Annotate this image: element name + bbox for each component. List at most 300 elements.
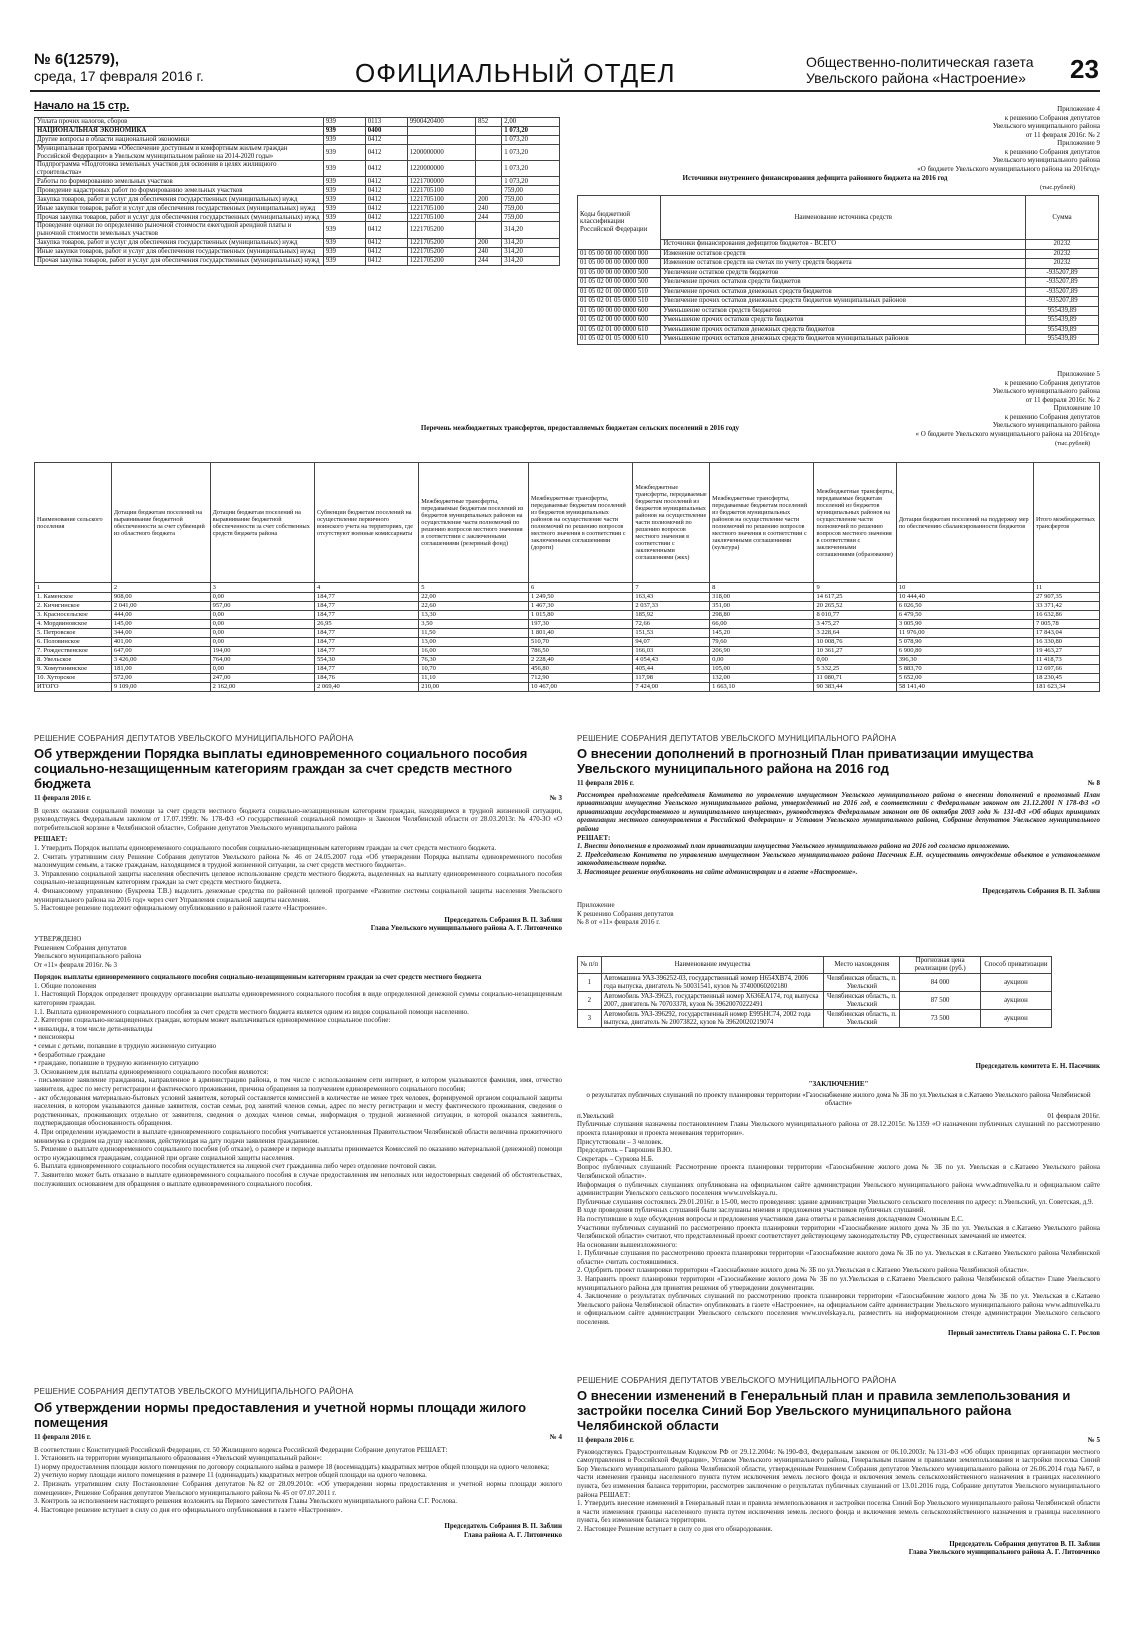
table-row <box>578 297 1099 307</box>
note-line: Приложение 9 <box>1057 139 1100 147</box>
table-cell: 26,95 <box>314 620 418 629</box>
table-row <box>578 278 1099 288</box>
decision-4-number: № 4 <box>549 1433 562 1441</box>
table-header-cell: Итого межбюджетных трансфертов <box>1034 463 1100 583</box>
table-cell: 10 444,40 <box>896 593 1033 602</box>
table-row <box>578 287 1099 297</box>
table-header-cell: Межбюджетные трансферты, передаваемые бюджетам поселений из бюджетов муниципальных районов на осуществление части полномочий по решению вопросов местного значения в соответствии с заключенными соглашениями (образование) <box>814 463 896 583</box>
decision-3-resolves: РЕШАЕТ: <box>34 835 68 844</box>
conclusion-sign: Первый заместитель Главы района С. Г. Рослов <box>947 1328 1100 1337</box>
table-header-cell: Субвенции бюджетам поселений на осуществление первичного воинского учета на территориях, где отсутствуют военные комиссариаты <box>314 463 418 583</box>
table-cell: 244 <box>476 213 502 222</box>
table-row <box>35 204 560 213</box>
table-cell: 8 <box>710 583 814 593</box>
table-cell: 244 <box>476 256 502 265</box>
table-cell: 0412 <box>365 161 407 177</box>
table-cell: 1. Каменское <box>35 593 112 602</box>
table-cell: 405,44 <box>633 665 710 674</box>
note-line: от 11 февраля 2016г. № 2 <box>1025 395 1100 404</box>
paragraph: 5. Решение о выплате единовременного социального пособия (об отказе), о размере и периоде выплаты принимается Комиссией по оказанию материальной (денежной) помощи остро нуждающимся гражданам, созданной при органе социальной защиты населения. <box>34 1145 562 1162</box>
table-row <box>35 145 560 161</box>
table-cell: 79,60 <box>710 638 814 647</box>
table-cell: 456,80 <box>529 665 633 674</box>
table-cell: 0412 <box>365 145 407 161</box>
decision-5-sign-1: Председатель Собрания депутатов В. П. Заблин <box>949 1539 1100 1548</box>
table-cell: Челябинская область, п. Увельский <box>824 992 900 1010</box>
annex5-unit: (тыс.рублей) <box>1055 440 1091 447</box>
table-cell: 939 <box>323 238 365 247</box>
table-cell: 01 05 02 00 00 0000 500 <box>578 278 661 288</box>
table-cell: 0412 <box>365 177 407 186</box>
table-cell <box>476 222 502 238</box>
table-cell: 939 <box>323 136 365 145</box>
header-rule <box>30 90 1100 92</box>
table-cell <box>476 136 502 145</box>
table-cell: 2 228,40 <box>529 656 633 665</box>
table-cell: 5. Петровское <box>35 629 112 638</box>
table-cell: 298,80 <box>710 611 814 620</box>
table-cell: 939 <box>323 145 365 161</box>
table-cell: 0400 <box>365 127 407 136</box>
table-cell: 0412 <box>365 256 407 265</box>
table-cell: аукцион <box>980 1010 1051 1028</box>
table-cell: 939 <box>323 222 365 238</box>
note-line: Увельского муниципального района <box>992 387 1100 395</box>
table-row <box>578 992 1052 1010</box>
paragraph: На основании вышеизложенного: <box>577 1240 678 1249</box>
decision-8-points <box>577 842 1100 876</box>
table-cell: Иные закупки товаров, работ и услуг для обеспечения государственных (муниципальных) нужд <box>35 247 324 256</box>
decision-4-kicker: РЕШЕНИЕ СОБРАНИЯ ДЕПУТАТОВ УВЕЛЬСКОГО МУНИЦИПАЛЬНОГО РАЙОНА <box>34 1387 354 1396</box>
table-cell: 0412 <box>365 247 407 256</box>
table-cell: 0412 <box>365 222 407 238</box>
paragraph: Участники публичных слушаний по рассмотрению проекта планировки территории «Газоснабжение жилого дома № 3Б по ул. Увельская в с.Катаево Увельского района Челябинской области» считают, что представленный проект соответствует действующему законодательству РФ, существенных замечаний не имеется. <box>577 1223 1100 1241</box>
table-cell: 939 <box>323 213 365 222</box>
table-cell: 759,00 <box>502 186 560 195</box>
decision-3-dateline <box>34 794 562 803</box>
table-row <box>578 306 1099 316</box>
table-cell <box>407 136 475 145</box>
table-cell: 401,00 <box>111 638 210 647</box>
paragraph: - акт обследования материально-бытовых условий заявителя, который составляется комиссией в количестве не менее трех человек, формируемой органом социальной защиты населения, в котором указываются данные заявителя, состав семьи, род занятий членов семьи, адрес по месту регистрации и месту фактического проживания, сведения о родственниках, проживающих отдельно от заявителя, сведения о доходах членов семьи, информация о трудной жизненной ситуации, в которой оказался заявитель, подтверждающая обоснованность обращения. <box>34 1093 562 1128</box>
table-cell: 2 <box>578 992 602 1010</box>
table-cell: Автомобиль УАЗ-396292, государственный номер Е995НС74, 2002 года выпуска, двигатель № 20073822, кузов № 39620020219074 <box>601 1010 824 1028</box>
conclusion-title: "ЗАКЛЮЧЕНИЕ" <box>808 1080 869 1088</box>
note-line: « О бюджете Увельского муниципального района на 2016год» <box>915 429 1100 438</box>
table-cell: 0412 <box>365 238 407 247</box>
table-row <box>578 259 1099 269</box>
table-cell: 17 843,04 <box>1034 629 1100 638</box>
table-cell: 8. Увельское <box>35 656 112 665</box>
table-cell: 0,00 <box>210 638 314 647</box>
table-header-row <box>578 957 1052 974</box>
table-cell: 184,76 <box>314 674 418 683</box>
table-cell: 184,77 <box>314 611 418 620</box>
table-cell: 6 <box>529 583 633 593</box>
table-cell: 247,00 <box>210 674 314 683</box>
table-cell: 11 080,71 <box>814 674 896 683</box>
table-cell: 1 073,20 <box>502 136 560 145</box>
table-cell: 22,00 <box>419 593 529 602</box>
table-cell: 5 332,25 <box>814 665 896 674</box>
table-cell: 1 073,20 <box>502 127 560 136</box>
table-cell: 1221700000 <box>407 177 475 186</box>
table-row <box>35 647 1100 656</box>
paragraph: 7. Заявителю может быть отказано в выплате единовременного социального пособия в случае предоставления им неполных или недостоверных сведений об обстоятельствах, послуживших основанием для обращения о выплате единовременного социального пособия. <box>34 1170 562 1188</box>
table-row <box>578 268 1099 278</box>
table-header-cell: Место нахождения <box>824 957 900 974</box>
paragraph: 3. Настоящее решение опубликовать на сайте администрации и в газете «Настроение». <box>577 867 858 876</box>
decision-4-points <box>34 1454 562 1514</box>
decision-8-kicker: РЕШЕНИЕ СОБРАНИЯ ДЕПУТАТОВ УВЕЛЬСКОГО МУНИЦИПАЛЬНОГО РАЙОНА <box>577 734 897 743</box>
table-cell: 10. Хуторское <box>35 674 112 683</box>
paragraph: 1. Публичные слушания по рассмотрению проекта планировки территории «Газоснабжение жилого дома № 3Б по ул. Увельская в с.Катаево Увельского района Челябинской области» считать состоявшимися. <box>577 1249 1100 1266</box>
table-cell: 0412 <box>365 204 407 213</box>
table-cell: 1 073,20 <box>502 161 560 177</box>
table-cell: 58 141,40 <box>896 683 1033 692</box>
table-cell: 939 <box>323 118 365 127</box>
paragraph: • пенсионеры <box>34 1033 75 1042</box>
table-cell: 185,92 <box>633 611 710 620</box>
decision-4-sign-1: Председатель Собрания В. П. Заблин <box>444 1522 562 1531</box>
paragraph: 1) норму предоставления площади жилого помещения по договору социального найма в размере 18 (восемнадцать) квадратных метров общей площади на одного человека; <box>34 1462 550 1471</box>
table-cell: 344,00 <box>111 629 210 638</box>
table-row <box>35 195 560 204</box>
table-cell: 955439,89 <box>1026 316 1099 326</box>
note-line: к решению Собрания депутатов <box>1004 147 1100 156</box>
table-cell: 0412 <box>365 186 407 195</box>
table-cell: -935207,89 <box>1026 278 1099 288</box>
table-cell: 647,00 <box>111 647 210 656</box>
table-cell: 33 371,42 <box>1034 602 1100 611</box>
table-header-cell: Межбюджетные трансферты, передаваемые бюджетам поселений из бюджетов муниципальных районов на осуществление части полномочий по решению вопросов местного значения в соответствии с заключенными соглашениями (жкх) <box>633 463 710 583</box>
table-cell: 151,53 <box>633 629 710 638</box>
table-cell: 105,00 <box>710 665 814 674</box>
table-cell: 1221705100 <box>407 204 475 213</box>
table-cell: 132,00 <box>710 674 814 683</box>
paragraph: В ходе проведения публичных слушаний были заслушаны мнения и предложения участников публичных слушаний. <box>577 1206 926 1215</box>
note-line: к решению Собрания депутатов <box>1004 113 1100 122</box>
table-row <box>578 249 1099 259</box>
table-cell: Муниципальная программа «Обеспечение доступным и комфортным жильем граждан Российской Федерации» в Увельском муниципальном районе на 2014-2020 годы» <box>35 145 324 161</box>
table-cell: 3,50 <box>419 620 529 629</box>
table-number-row <box>35 583 1100 593</box>
table-cell: 759,00 <box>502 213 560 222</box>
table-header-cell: Коды бюджетной классификации Российской Федерации <box>578 196 661 250</box>
table-cell: 11 <box>1034 583 1100 593</box>
table-row <box>35 620 1100 629</box>
table-header-cell: Наименование имущества <box>601 957 824 974</box>
table-cell: 94,07 <box>633 638 710 647</box>
table-cell: Закупка товаров, работ и услуг для обеспечения государственных (муниципальных) нужд <box>35 238 324 247</box>
decision-4-intro: В соответствии с Конституцией Российской Федерации, ст. 50 Жилищного кодекса Российской Федерации Собрание депутатов РЕШАЕТ: <box>34 1445 448 1454</box>
table-cell: 20232 <box>1026 240 1099 250</box>
annex4-unit: (тыс.рублей) <box>1040 184 1076 191</box>
table-cell: 20232 <box>1026 249 1099 259</box>
table-row <box>578 1010 1052 1028</box>
decision-8-date: 11 февраля 2016 г. <box>577 779 634 787</box>
privatization-table <box>577 956 1052 1028</box>
table-row <box>35 611 1100 620</box>
table-cell: 117,98 <box>633 674 710 683</box>
table-cell: 18 230,45 <box>1034 674 1100 683</box>
table-cell: 11 418,73 <box>1034 656 1100 665</box>
table-cell: 7 <box>633 583 710 593</box>
table-cell: Иные закупки товаров, работ и услуг для обеспечения государственных (муниципальных) нужд <box>35 204 324 213</box>
note-line: Приложение 4 <box>1057 105 1100 113</box>
paragraph: • граждане, попавшие в трудную жизненную ситуацию <box>34 1059 199 1068</box>
annex5-title: Перечень межбюджетных трансфертов, предоставляемых бюджетам сельских поселений в 2016 году <box>420 424 740 432</box>
table-cell: 852 <box>476 118 502 127</box>
table-cell: 3 <box>578 1010 602 1028</box>
decision-4-title: Об утверждении нормы предоставления и учетной нормы площади жилого помещения <box>34 1400 527 1430</box>
table-cell: 9 109,00 <box>111 683 210 692</box>
table-cell: -935207,89 <box>1026 268 1099 278</box>
table-row <box>35 222 560 238</box>
table-cell: 16 632,86 <box>1034 611 1100 620</box>
table-cell: 184,77 <box>314 638 418 647</box>
table-cell: 955439,89 <box>1026 335 1099 345</box>
decision-8-appendix <box>577 901 1100 927</box>
table-cell: 197,30 <box>529 620 633 629</box>
paragraph: • инвалиды, в том числе дети-инвалиды <box>34 1024 153 1033</box>
paragraph: 1.1. Выплата единовременного социального пособия за счет средств местного бюджета является одним из видов социальной помощи населению. <box>34 1007 469 1016</box>
table-cell: 939 <box>323 204 365 213</box>
table-cell: 14 617,25 <box>814 593 896 602</box>
table-cell: ИТОГО <box>35 683 112 692</box>
table-cell: 759,00 <box>502 195 560 204</box>
table-cell: 01 05 02 01 00 0000 610 <box>578 325 661 335</box>
table-row <box>578 316 1099 326</box>
table-cell: 6 479,50 <box>896 611 1033 620</box>
decision-3-points <box>34 844 562 913</box>
paragraph: 1. Внести дополнения в прогнозный план приватизации имущества Увельского муниципального района на 2016 год согласно приложению. <box>577 842 1010 851</box>
table-cell: 210,00 <box>419 683 529 692</box>
table-header-cell: Дотации бюджетам поселений на выравнивание бюджетной обеспеченности за счет субвенций из областного бюджета <box>111 463 210 583</box>
paragraph: Решением Собрания депутатов <box>34 943 127 952</box>
annex4-note <box>780 105 1100 173</box>
table-cell: 181,00 <box>111 665 210 674</box>
table-cell: 240 <box>476 247 502 256</box>
table-cell: Увеличение прочих остатков денежных средств бюджетов <box>661 287 1026 297</box>
table-cell: 939 <box>323 247 365 256</box>
paragraph: 3. Контроль за исполнением настоящего решения возложить на Первого заместителя Главы Увельского муниципального района С.Г. Рослова. <box>34 1497 457 1506</box>
table-cell: 2 162,00 <box>210 683 314 692</box>
table-cell: 351,00 <box>710 602 814 611</box>
table-header-row <box>578 196 1099 240</box>
decision-3-sign-2: Глава Увельского муниципального района А. Г. Литовченко <box>370 924 562 933</box>
paragraph: Председатель – Гаврошин В.Ю. <box>577 1146 672 1155</box>
paragraph: 4. Финансовому управлению (Букреева Т.В.) выделить денежные средства по районной целевой программе «Развитие системы социальной защиты населения Увельского муниципального района на 2016 год» через счет Управления социальной защиты населения. <box>34 886 562 904</box>
table-cell <box>476 177 502 186</box>
decision-3-approved <box>34 935 562 969</box>
table-cell: Увеличение прочих остатков средств бюджетов <box>661 278 1026 288</box>
table-cell: 1200000000 <box>407 145 475 161</box>
table-cell: 939 <box>323 256 365 265</box>
table-cell: 939 <box>323 186 365 195</box>
table-cell: Увеличение прочих остатков денежных средств бюджетов муниципальных районов <box>661 297 1026 307</box>
table-cell: Уменьшение прочих остатков денежных средств бюджетов <box>661 325 1026 335</box>
paragraph: Присутствовали – 3 человек. <box>577 1137 663 1146</box>
paragraph: 2. Одобрить проект планировки территории «Газоснабжение жилого дома № 3Б по ул.Увельская в с.Катаево Увельского района Челябинской области». <box>577 1266 1029 1275</box>
decision-3-kicker: РЕШЕНИЕ СОБРАНИЯ ДЕПУТАТОВ УВЕЛЬСКОГО МУНИЦИПАЛЬНОГО РАЙОНА <box>34 734 354 743</box>
table-cell: 181 623,34 <box>1034 683 1100 692</box>
table-cell: 3 <box>210 583 314 593</box>
table-cell: 908,00 <box>111 593 210 602</box>
table-cell: 957,00 <box>210 602 314 611</box>
table-cell: -935207,89 <box>1026 297 1099 307</box>
table-cell: 20232 <box>1026 259 1099 269</box>
table-row <box>35 256 560 265</box>
table-row <box>35 161 560 177</box>
table-cell: Автомобиль УАЗ-39623, государственный номер Х636ЕА174, год выпуска 2007, двигатель № 70703378, кузов № 39620070222491 <box>601 992 824 1010</box>
table-cell: 1221705200 <box>407 222 475 238</box>
table-cell: Другие вопросы в области национальной экономики <box>35 136 324 145</box>
table-cell: 2,00 <box>502 118 560 127</box>
table-row <box>35 136 560 145</box>
decision-8-resolves: РЕШАЕТ: <box>577 833 611 842</box>
table-cell: 3 005,90 <box>896 620 1033 629</box>
table-cell: 10 467,00 <box>529 683 633 692</box>
table-cell: 0,00 <box>210 629 314 638</box>
table-cell: 764,00 <box>210 656 314 665</box>
table-cell: 0,00 <box>710 656 814 665</box>
table-cell: 3 475,27 <box>814 620 896 629</box>
table-cell: 87 500 <box>900 992 981 1010</box>
note-line: к решению Собрания депутатов <box>1004 378 1100 387</box>
table-cell: 572,00 <box>111 674 210 683</box>
table-cell: 939 <box>323 195 365 204</box>
table-cell: Уменьшение прочих остатков средств бюджетов <box>661 316 1026 326</box>
table-cell: Подпрограмма «Подготовка земельных участков для освоения в целях жилищного строительства» <box>35 161 324 177</box>
paragraph: 2. Председателю Комитета по управлению имуществом Увельского муниципального района Пасечник Е.Н. осуществить отчуждение объектов в установленном законодательством порядке. <box>577 850 1100 868</box>
table-cell: -935207,89 <box>1026 287 1099 297</box>
table-cell: 2 069,40 <box>314 683 418 692</box>
table-cell: 939 <box>323 177 365 186</box>
section-title: ОФИЦИАЛЬНЫЙ ОТДЕЛ <box>355 58 676 88</box>
table-cell: 76,30 <box>419 656 529 665</box>
table-header-cell: Межбюджетные трансферты, передаваемые бюджетам поселений из бюджетов муниципальных районов на осуществление части полномочий по решению вопросов местного значения в соответствии с заключенными соглашениями (дороги) <box>529 463 633 583</box>
table-cell: Закупка товаров, работ и услуг для обеспечения государственных (муниципальных) нужд <box>35 195 324 204</box>
table-cell: 0412 <box>365 195 407 204</box>
note-line: Увельского муниципального района <box>992 421 1100 429</box>
table-cell: 0,00 <box>210 665 314 674</box>
decision-5-date: 11 февраля 2016 г. <box>577 1436 634 1444</box>
decision-8-intro: Рассмотрев предложение председателя Комитета по управлению имуществом Увельского муниципального района о внесении дополнений в прогнозный План приватизации имущества Увельского муниципального района, утвержденный на 2016 год, в соответствии с Федеральным законом от 21.12.2001 N 178-ФЗ «О приватизации государственного и муниципального имущества», руководствуясь Федеральным законом от 06 октября 2003 года № 131-ФЗ «Об общих принципах организации местного самоуправления в Российской Федерации» и Уставом Увельского муниципального района, Собрание депутатов Увельского муниципального района <box>577 790 1100 833</box>
conclusion <box>577 1080 1100 1337</box>
table-cell: 1 <box>578 974 602 992</box>
newspaper-line-1: Общественно-политическая газета <box>806 54 1034 70</box>
decision-5-points <box>577 1499 1100 1533</box>
paragraph: 3. Управлению социальной защиты населения обеспечить целевое использование средств местного бюджета, выделенных на выплату единовременного социального пособия социально-незащищенным категориям граждан за счет средств местного бюджета. <box>34 869 562 887</box>
table-cell: 2 041,00 <box>111 602 210 611</box>
table-cell: 7 424,00 <box>633 683 710 692</box>
decision-8-title: О внесении дополнений в прогнозный План приватизации имущества Увельского муниципального района на 2016 год <box>577 746 1034 776</box>
table-row <box>35 118 560 127</box>
table-header-cell: Дотации бюджетам поселений на поддержку мер по обеспечению сбалансированности бюджетов <box>896 463 1033 583</box>
table-cell: Уменьшение прочих остатков денежных средств бюджетов муниципальных районов <box>661 335 1026 345</box>
newspaper-name <box>806 54 1034 86</box>
table-cell: 510,70 <box>529 638 633 647</box>
table-cell: 11 976,00 <box>896 629 1033 638</box>
table-row <box>35 656 1100 665</box>
table-cell: 1 663,10 <box>710 683 814 692</box>
table-cell: 240 <box>476 204 502 213</box>
table-cell: 1 801,40 <box>529 629 633 638</box>
paragraph: Увельского муниципального района <box>34 952 142 961</box>
decision-4 <box>34 1387 562 1540</box>
decision-5-title: О внесении изменений в Генеральный план и правила землепользования и застройки поселка Синий Бор Увельского муниципального района Челябинской области <box>577 1388 1071 1433</box>
decision-5 <box>577 1376 1100 1557</box>
table-cell: Проведение кадастровых работ по формированию земельных участков <box>35 186 324 195</box>
table-cell: 10 008,76 <box>814 638 896 647</box>
paragraph: На поступившие в ходе обсуждения вопросы и предложения участников дана ответы и разъяснения докладчиком Смоляным Е.С. <box>577 1214 964 1223</box>
table-header-cell: Наименование источника средств <box>661 196 1026 240</box>
table-row <box>35 238 560 247</box>
table-cell: 11,50 <box>419 629 529 638</box>
paragraph: К решению Собрания депутатов <box>577 909 674 918</box>
decision-3-number: № 3 <box>549 794 562 802</box>
table-cell: 0,00 <box>814 656 896 665</box>
paragraph: • семьи с детьми, попавшие в трудную жизненную ситуацию <box>34 1042 217 1051</box>
table-cell: 01 05 00 00 00 0000 000 <box>578 259 661 269</box>
table-cell: 314,20 <box>502 222 560 238</box>
decision-4-dateline <box>34 1433 562 1442</box>
table-cell: 2 <box>111 583 210 593</box>
table-cell: НАЦИОНАЛЬНАЯ ЭКОНОМИКА <box>35 127 324 136</box>
annex5-note <box>820 370 1100 438</box>
decision-4-date: 11 февраля 2016 г. <box>34 1433 91 1441</box>
decision-4-sign-2: Глава района А. Г. Литовченко <box>463 1530 562 1539</box>
paragraph: Информация о публичных слушаниях опубликована на официальном сайте администрации Увельского муниципального района www.admuvelka.ru и официальном сайте администрации Увельского сельского поселения www.uvelskaya.ru. <box>577 1180 1100 1198</box>
table-cell: 4. Мордвиновское <box>35 620 112 629</box>
table-cell: 1 <box>35 583 112 593</box>
table-cell <box>476 127 502 136</box>
table-header-cell: Сумма <box>1026 196 1099 240</box>
deficit-sources-table <box>577 195 1099 345</box>
table-cell: 166,03 <box>633 647 710 656</box>
table-cell: 01 05 00 00 00 0000 000 <box>578 249 661 259</box>
table-cell: 939 <box>323 161 365 177</box>
paragraph: 2) учетную норму площади жилого помещения в размере 11 (одиннадцать) квадратных метров общей площади на одного человека. <box>34 1471 427 1480</box>
table-cell: 0113 <box>365 118 407 127</box>
table-cell: 0412 <box>365 213 407 222</box>
paragraph: 5. Настоящее решение подлежит официальному опубликованию в районной газете «Настроение». <box>34 904 327 913</box>
note-line: Увельского муниципального района <box>992 156 1100 164</box>
paragraph: 2. Признать утратившим силу Постановление Собрания депутатов №82 от 28.09.2010г. «Об утверждении нормы предоставления и учетной нормы площади жилого помещения», Решение Собрания депутатов Увельского муниципального района № 45 от 07.07.2011 г. <box>34 1479 562 1497</box>
table-cell: 9 <box>814 583 896 593</box>
table-cell: 7. Рождественское <box>35 647 112 656</box>
paragraph: 4. Настоящее решение вступает в силу со дня его официального опубликования в газете «Настроение». <box>34 1505 343 1514</box>
table-cell: 2 037,33 <box>633 602 710 611</box>
paragraph: 1. Настоящий Порядок определяет процедуру организации выплаты единовременного социального пособия в виде определенной денежной суммы социально-незащищенным категориям граждан. <box>34 990 562 1008</box>
table-cell: 1220000000 <box>407 161 475 177</box>
paragraph: УТВЕРЖДЕНО <box>34 934 82 943</box>
paragraph: Публичные слушания состоялись 29.01.2016г. в 15-00, место проведения: здание администрации Увельского сельского поселения по адресу: п.Увельский, ул. Советская, д.9. <box>577 1197 1094 1206</box>
table-cell: 10 <box>896 583 1033 593</box>
table-cell: 13,00 <box>419 638 529 647</box>
table-cell: 6 900,80 <box>896 647 1033 656</box>
table-cell: 4 054,43 <box>633 656 710 665</box>
table-cell: 145,00 <box>111 620 210 629</box>
paragraph: 1. Установить на территории муниципального образования «Увельский муниципальный район»: <box>34 1454 322 1463</box>
decision-5-sign-2: Глава Увельского муниципального района А. Г. Литовченко <box>908 1548 1100 1557</box>
table-cell: 16 330,80 <box>1034 638 1100 647</box>
paragraph: 4. При определении нуждаемости в выплате единовременного социального пособия учитывается установленная Правительством Челябинской области величина прожиточного минимума в среднем на душу населения, действующая на дату подачи заявления гражданином. <box>34 1127 562 1145</box>
table-cell: 955439,89 <box>1026 306 1099 316</box>
table-cell: 1 467,30 <box>529 602 633 611</box>
conclusion-dateline <box>577 1112 1100 1121</box>
